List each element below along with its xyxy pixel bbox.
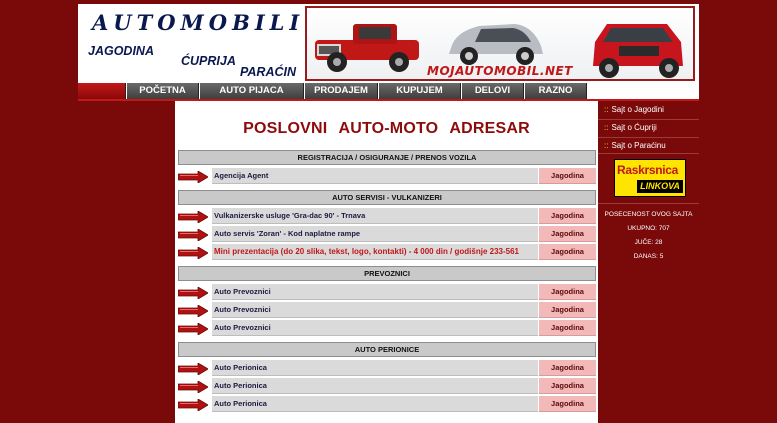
banner-url: MOJAUTOMOBIL.NET [427, 64, 573, 78]
section-header: REGISTRACIJA / OSIGURANJE / PRENOS VOZILA [178, 150, 596, 165]
nav-prodajem[interactable]: PRODAJEM [305, 83, 378, 99]
red-arrow-icon [178, 210, 208, 222]
red-arrow-icon [178, 286, 208, 298]
table-row [178, 378, 596, 394]
raskrsnica-linkova-logo[interactable] [614, 159, 686, 197]
business-link[interactable]: Auto Prevoznici [212, 320, 538, 336]
business-link[interactable]: Auto Perionica [212, 360, 538, 376]
red-arrow-icon [178, 380, 208, 392]
business-link[interactable]: Auto Prevoznici [212, 284, 538, 300]
section-header: AUTO PERIONICE [178, 342, 596, 357]
red-arrow-icon [178, 304, 208, 316]
red-arrow-icon [178, 228, 208, 240]
stats-total: UKUPNO: 707 [627, 225, 670, 232]
sidebar-divider [598, 137, 699, 138]
table-row [178, 284, 596, 300]
right-sidebar [598, 101, 699, 423]
city-paracin: PARAĆIN [240, 65, 297, 79]
business-link[interactable]: Vulkanizerske usluge 'Gra-dac 90' - Trnava [212, 208, 538, 224]
table-row [178, 244, 596, 260]
section-header: PREVOZNICI [178, 266, 596, 281]
sidebar-link-jagodina[interactable]: :: Sajt o Jagodini [604, 105, 664, 114]
red-pickup-image [313, 18, 421, 76]
sidebar-link-paracin[interactable]: :: Sajt o Paraćinu [604, 141, 666, 150]
table-row [178, 208, 596, 224]
section-header: AUTO SERVISI - VULKANIZERI [178, 190, 596, 205]
red-arrow-icon [178, 398, 208, 410]
city-cell: Jagodina [539, 244, 596, 260]
table-row [178, 320, 596, 336]
table-row [178, 360, 596, 376]
page-title: POSLOVNI AUTO-MOTO ADRESAR [243, 120, 530, 137]
business-link[interactable]: Auto Prevoznici [212, 302, 538, 318]
banner[interactable] [305, 6, 695, 81]
main-content [175, 101, 598, 423]
nav-bar [78, 83, 699, 99]
nav-delovi[interactable]: DELOVI [462, 83, 524, 99]
city-cell: Jagodina [539, 208, 596, 224]
red-arrow-icon [178, 322, 208, 334]
nav-kupujem[interactable]: KUPUJEM [379, 83, 461, 99]
city-cell: Jagodina [539, 378, 596, 394]
table-row [178, 226, 596, 242]
red-arrow-icon [178, 170, 208, 182]
city-cell: Jagodina [539, 360, 596, 376]
business-link[interactable]: Auto Perionica [212, 378, 538, 394]
city-cell: Jagodina [539, 396, 596, 412]
business-link[interactable]: Auto servis 'Zoran' - Kod naplatne rampe [212, 226, 538, 242]
stats-today: DANAS: 5 [633, 253, 664, 260]
red-suv-image [589, 16, 689, 80]
city-cell: Jagodina [539, 320, 596, 336]
business-link[interactable]: Agencija Agent [212, 168, 538, 184]
stats-yesterday: JUČE: 28 [634, 239, 663, 246]
stats-title: POSECENOST OVOG SAJTA [604, 211, 693, 218]
nav-home-marker[interactable] [78, 83, 126, 99]
city-cell: Jagodina [539, 226, 596, 242]
logo-text-2: LINKOVA [637, 180, 683, 193]
nav-razno[interactable]: RAZNO [525, 83, 587, 99]
city-cell: Jagodina [539, 284, 596, 300]
red-arrow-icon [178, 246, 208, 258]
logo-text-1: Raskrsnica [617, 163, 679, 177]
sidebar-divider [598, 153, 699, 154]
sidebar-divider [598, 203, 699, 204]
brand-title: AUTOMOBILI [92, 10, 305, 35]
city-cell: Jagodina [539, 168, 596, 184]
left-column [78, 101, 175, 423]
silver-car-image [445, 16, 549, 66]
table-row [178, 302, 596, 318]
sidebar-divider [598, 119, 699, 120]
header [78, 4, 699, 83]
red-arrow-icon [178, 362, 208, 374]
table-row [178, 396, 596, 412]
city-jagodina: JAGODINA [88, 44, 154, 58]
nav-pocetna[interactable]: POČETNA [127, 83, 199, 99]
city-cell: Jagodina [539, 302, 596, 318]
nav-auto-pijaca[interactable]: AUTO PIJACA [200, 83, 304, 99]
business-link[interactable]: Auto Perionica [212, 396, 538, 412]
business-link[interactable]: Mini prezentacija (do 20 slika, tekst, logo, kontakti) - 4 000 din / godišnje 233-561 [212, 244, 538, 260]
table-row [178, 168, 596, 184]
page [78, 4, 699, 423]
sidebar-link-cuprija[interactable]: :: Sajt o Ćupriji [604, 123, 657, 132]
cities [88, 40, 308, 80]
city-cuprija: ĆUPRIJA [181, 54, 236, 68]
